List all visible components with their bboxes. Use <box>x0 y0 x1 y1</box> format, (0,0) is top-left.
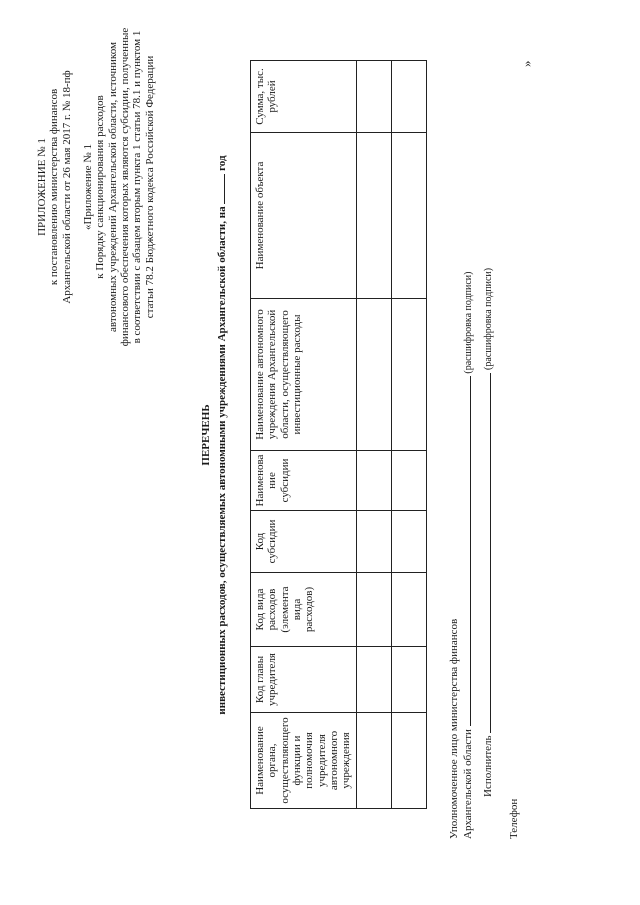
col-header-institution-name: Наименование автономного учреждения Архангельской области, осуществляющего инвестиционные расходы <box>251 299 357 451</box>
executor-label: Исполнитель <box>482 735 494 797</box>
title-subtitle-text: инвестиционных расходов, осуществляемых автономными учреждениями Архангельской области, на <box>216 206 229 715</box>
resolution-date-line: Архангельской области от 26 мая 2017 г. № 18-пф <box>60 70 73 304</box>
appendix-label: ПРИЛОЖЕНИЕ № 1 <box>36 138 48 236</box>
signature-decode-label: (расшифровка подписи) <box>463 271 475 374</box>
col-header-organ: Наименование органа, осуществляющего функции и полномочия учредителя автономного учреждения <box>251 713 357 809</box>
procedure-appendix-header <box>82 17 156 357</box>
title-subtitle-year: год <box>216 155 229 171</box>
procedure-line-3: автономных учреждений Архангельской области, источником <box>106 42 119 332</box>
investment-expenses-table <box>250 60 427 809</box>
table-cell <box>391 61 426 133</box>
closing-quote: » <box>519 60 534 67</box>
table-cell <box>391 713 426 809</box>
col-header-expense-type-code: Код вида расходов (элемента вида расходов) <box>251 573 357 647</box>
procedure-appendix-label: «Приложение № 1 <box>82 143 94 231</box>
col-header-chapter-code: Код главы учредителя <box>251 647 357 713</box>
document-title <box>200 61 229 809</box>
table-cell <box>356 61 391 133</box>
procedure-line-6: статьи 78.2 Бюджетного кодекса Российской Федерации <box>143 55 156 319</box>
table-header-row <box>251 61 357 809</box>
authorized-person-title: Уполномоченное лицо министерства финансов <box>448 618 460 839</box>
table-cell <box>356 133 391 299</box>
table-cell <box>391 647 426 713</box>
table-cell <box>391 511 426 573</box>
table-row <box>391 61 426 809</box>
procedure-ref-line: к Порядку санкционирования расходов <box>94 95 107 279</box>
authorized-person-region <box>460 272 474 840</box>
resolution-ref-line: к постановлению министерства финансов <box>48 88 61 286</box>
executor-signature-line <box>480 373 491 733</box>
col-header-object-name: Наименование объекта <box>251 133 357 299</box>
resolution-header <box>36 17 73 357</box>
table-cell <box>356 451 391 511</box>
title-main: ПЕРЕЧЕНЬ <box>200 404 212 466</box>
table-cell <box>391 573 426 647</box>
col-header-amount: Сумма, тыс. рублей <box>251 61 357 133</box>
title-subtitle <box>214 61 228 809</box>
procedure-line-5: в соответствии с абзацем вторым пункта 1 статьи 78.1 и пунктом 1 <box>131 30 144 344</box>
phone-block <box>508 799 520 839</box>
table-cell <box>356 573 391 647</box>
table-cell <box>356 511 391 573</box>
executor-decode-label: (расшифровка подписи) <box>483 267 494 370</box>
table-cell <box>356 299 391 451</box>
table-cell <box>356 647 391 713</box>
signature-line <box>460 376 471 726</box>
col-header-subsidy-code: Код субсидии <box>251 511 357 573</box>
year-blank <box>214 174 225 204</box>
table-cell <box>391 299 426 451</box>
authorized-person-region-text: Архангельской области <box>462 729 475 839</box>
authorized-person-block <box>448 272 475 840</box>
procedure-line-4: финансового обеспечения которых являются субсидии, полученные <box>118 27 131 347</box>
table-cell <box>356 713 391 809</box>
table-row <box>356 61 391 809</box>
table-cell <box>391 133 426 299</box>
phone-label: Телефон <box>508 798 520 839</box>
table-cell <box>391 451 426 511</box>
executor-block <box>480 268 494 797</box>
col-header-subsidy-name: Наименова ние субсидии <box>251 451 357 511</box>
